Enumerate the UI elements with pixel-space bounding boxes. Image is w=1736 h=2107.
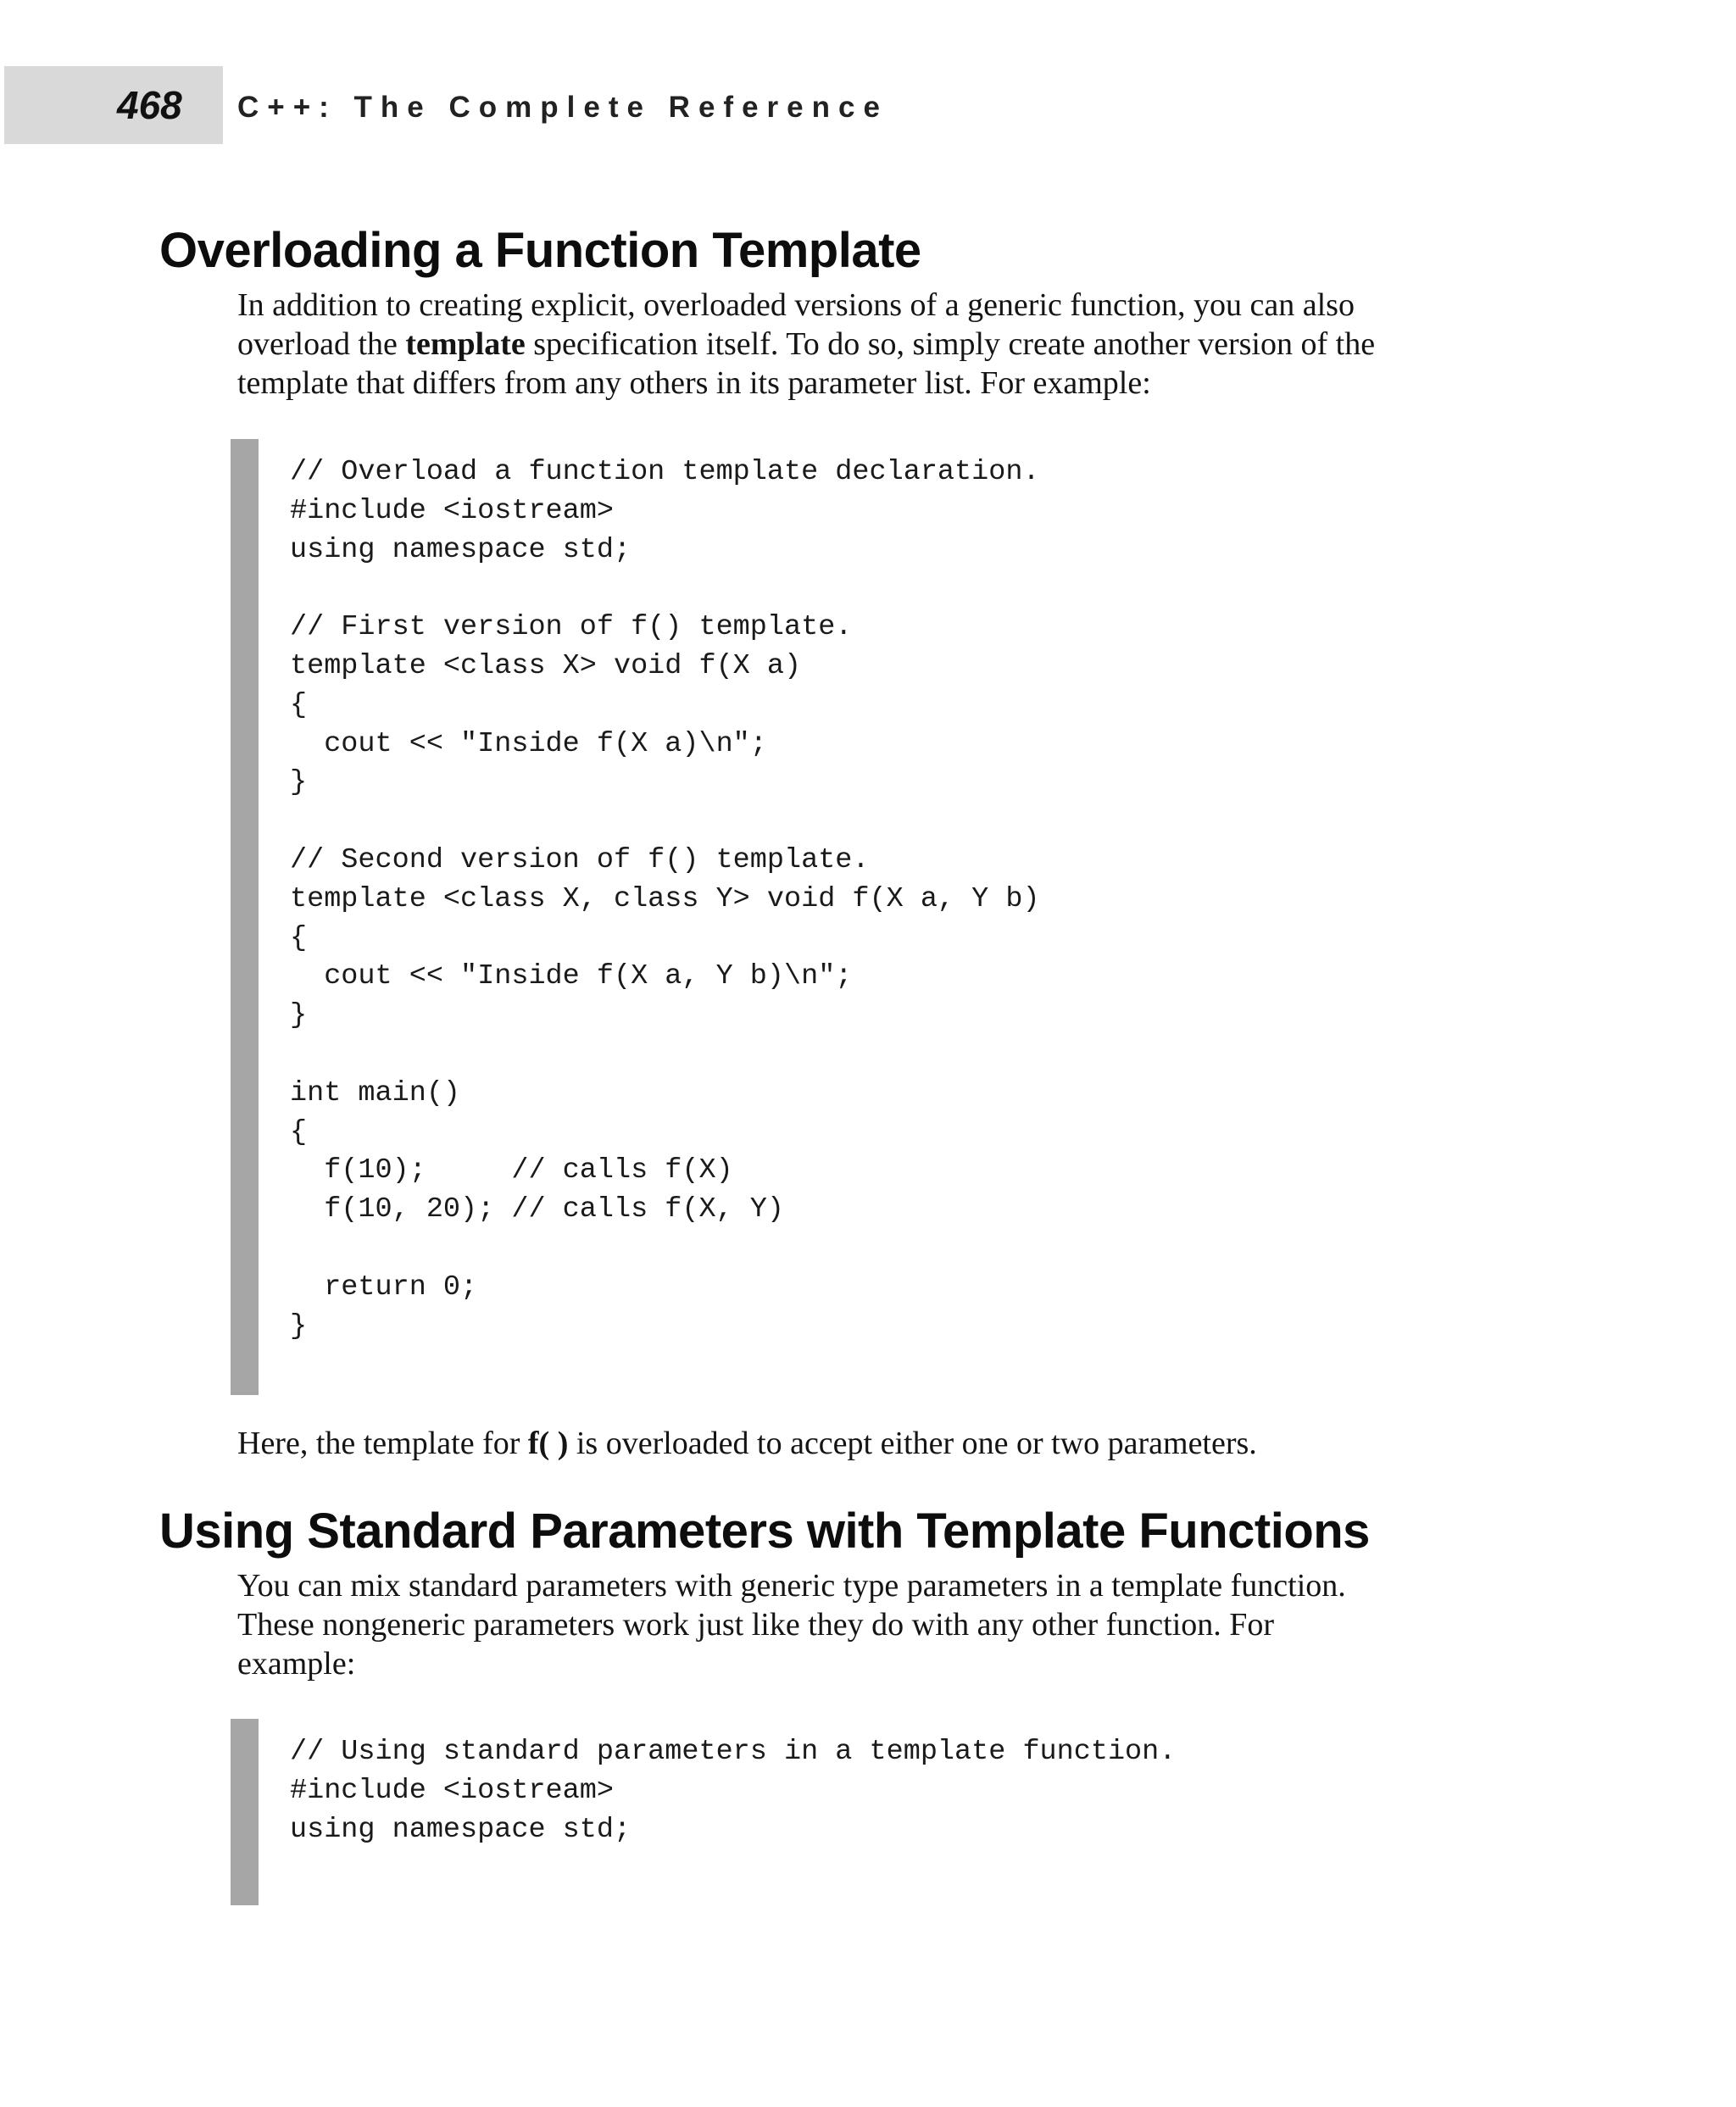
section-heading-standard-parameters: Using Standard Parameters with Template Functions: [159, 1504, 1370, 1559]
code-line: [290, 570, 1040, 609]
code-line: #include <iostream>: [290, 1774, 614, 1807]
code-line: #include <iostream>: [290, 494, 614, 527]
paragraph-line: template that differs from any others in its parameter list. For example:: [237, 365, 1151, 401]
function-name-f: f( ): [527, 1426, 569, 1461]
intro-paragraph-overloading: [237, 286, 1509, 403]
code-line: {: [290, 688, 308, 721]
code-line: using namespace std;: [290, 1813, 632, 1846]
code-line: f(10); // calls f(X): [290, 1154, 733, 1187]
paragraph-line: In addition to creating explicit, overloaded versions of a generic function, you can also: [237, 287, 1355, 323]
code-line: }: [290, 766, 308, 799]
paragraph-line: These nongeneric parameters work just like they do with any other function. For: [237, 1607, 1275, 1643]
code-line: // Using standard parameters in a template function.: [290, 1736, 1177, 1768]
running-head: C++: The Complete Reference: [237, 91, 888, 124]
page-number-tab: [4, 66, 223, 144]
code-line: {: [290, 1115, 308, 1148]
explanation-paragraph: [237, 1424, 1509, 1463]
code-line: // Overload a function template declaration.: [290, 456, 1040, 488]
paragraph-text: Here, the template for: [237, 1426, 528, 1461]
code-line: }: [290, 1309, 308, 1343]
code-line: using namespace std;: [290, 533, 632, 566]
paragraph-text: specification itself. To do so, simply create another version of the: [525, 326, 1376, 362]
code-listing-standard-parameters: [290, 1733, 1176, 1849]
code-line: }: [290, 999, 308, 1032]
paragraph-line: You can mix standard parameters with generic type parameters in a template function.: [237, 1568, 1346, 1604]
code-line: [290, 1036, 1040, 1075]
code-listing-overload: [290, 453, 1040, 1346]
code-line: // Second version of f() template.: [290, 843, 870, 876]
code-line: f(10, 20); // calls f(X, Y): [290, 1193, 784, 1226]
code-line: [290, 803, 1040, 842]
code-line: template <class X, class Y> void f(X a, Y b): [290, 882, 1040, 915]
page-number: 468: [117, 83, 182, 127]
section-heading-overloading: Overloading a Function Template: [159, 223, 921, 278]
code-line: template <class X> void f(X a): [290, 649, 802, 682]
code-line: cout << "Inside f(X a, Y b)\n";: [290, 960, 853, 993]
code-line: return 0;: [290, 1270, 478, 1304]
code-line: // First version of f() template.: [290, 611, 853, 644]
code-block-marker-bar: [231, 439, 259, 1395]
paragraph-line: [237, 325, 1509, 364]
keyword-template: template: [405, 326, 526, 362]
paragraph-line: example:: [237, 1646, 356, 1682]
paragraph-line: [237, 1424, 1509, 1463]
code-line: [290, 1230, 1040, 1269]
code-line: {: [290, 921, 308, 954]
code-line: cout << "Inside f(X a)\n";: [290, 727, 767, 760]
paragraph-text: is overloaded to accept either one or two parameters.: [568, 1426, 1257, 1461]
paragraph-text: overload the: [237, 326, 406, 362]
code-line: int main(): [290, 1076, 461, 1109]
intro-paragraph-standard-parameters: [237, 1566, 1509, 1683]
code-block-marker-bar: [231, 1719, 259, 1905]
